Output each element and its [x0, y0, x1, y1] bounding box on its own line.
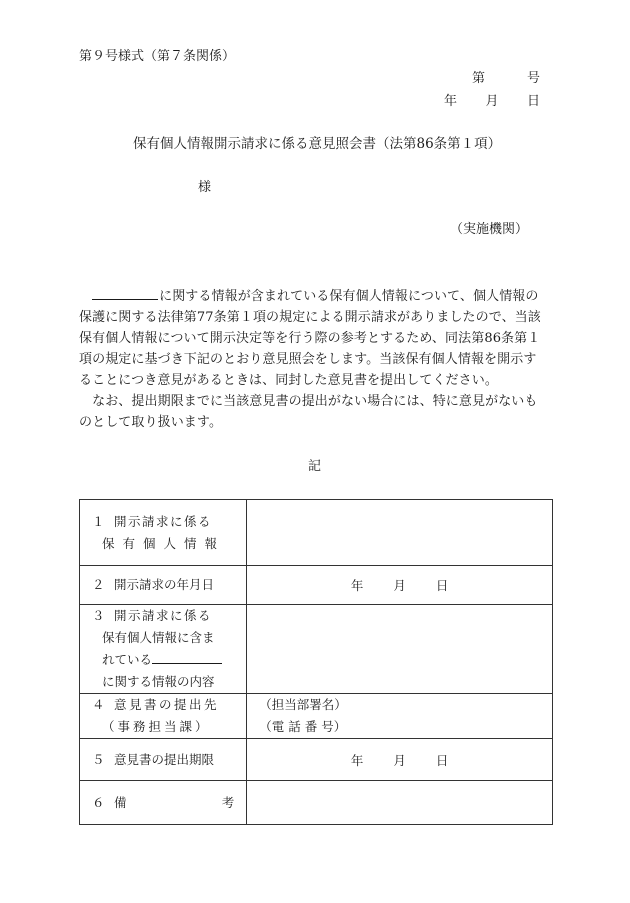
document-date: [444, 94, 540, 110]
row-label: ４ 意見書の提出先 （事務担当課）: [80, 694, 247, 739]
body-line: 保護に関する法律第77条第１項の規定による開示請求がありましたので、当該: [79, 310, 541, 325]
row-value: [247, 739, 553, 781]
table-row: [80, 781, 553, 825]
body-line: ることにつき意見があるときは、同封した意見書を提出してください。: [79, 373, 498, 388]
table-row: [80, 694, 553, 739]
table-row: [80, 739, 553, 781]
record-table: [79, 499, 553, 825]
form-number: 第９号様式（第７条関係）: [79, 49, 236, 64]
body-line: 保有個人情報について開示決定等を行う際の参考とするため、同法第86条第１: [79, 331, 541, 346]
row-value: [247, 500, 553, 566]
row-value: [247, 566, 553, 605]
table-row: [80, 566, 553, 605]
deadline-date: 年 月 日: [350, 752, 449, 768]
date-year: 年: [444, 94, 458, 109]
row-value: [247, 781, 553, 825]
document-number-prefix: 第: [472, 71, 486, 86]
implementing-agency: （実施機関）: [450, 222, 529, 237]
row-value: [247, 605, 553, 694]
document-title: 保有個人情報開示請求に係る意見照会書（法第86条第１項）: [133, 136, 502, 152]
body-line: なお、提出期限までに当該意見書の提出がない場合には、特に意見がないも: [79, 394, 538, 409]
date-month: 月: [485, 94, 499, 109]
table-row: [80, 500, 553, 566]
request-date: 年 月 日: [350, 578, 449, 593]
phone-number: （電 話 番 号）: [259, 719, 347, 734]
row-label: ６ 備 考: [80, 781, 247, 825]
body-line: に関する情報が含まれている保有個人情報について、個人情報の: [79, 286, 559, 307]
body-line: のとして取り扱います。: [79, 415, 223, 430]
body-line: 項の規定に基づき下記のとおり意見照会をします。当該保有個人情報を開示す: [79, 352, 537, 367]
blank-line: [152, 651, 222, 664]
row-label: ３ 開示請求に係る 保有個人情報に含ま れている に関する情報の内容: [80, 605, 247, 694]
addressee-honorific: 様: [198, 180, 212, 195]
body-text: [79, 286, 559, 433]
row-label: ５ 意見書の提出期限: [80, 739, 247, 781]
row-value: [247, 694, 553, 739]
document-number: [472, 71, 540, 87]
date-day: 日: [526, 94, 540, 109]
row-label: ２ 開示請求の年月日: [80, 566, 247, 605]
ki-heading: 記: [308, 459, 322, 474]
row-label: １ 開示請求に係る 保有個人情報: [80, 500, 247, 566]
dept-name: （担当部署名）: [259, 697, 347, 712]
table-row: [80, 605, 553, 694]
document-number-suffix: 号: [526, 71, 540, 86]
blank-line: [92, 286, 158, 300]
